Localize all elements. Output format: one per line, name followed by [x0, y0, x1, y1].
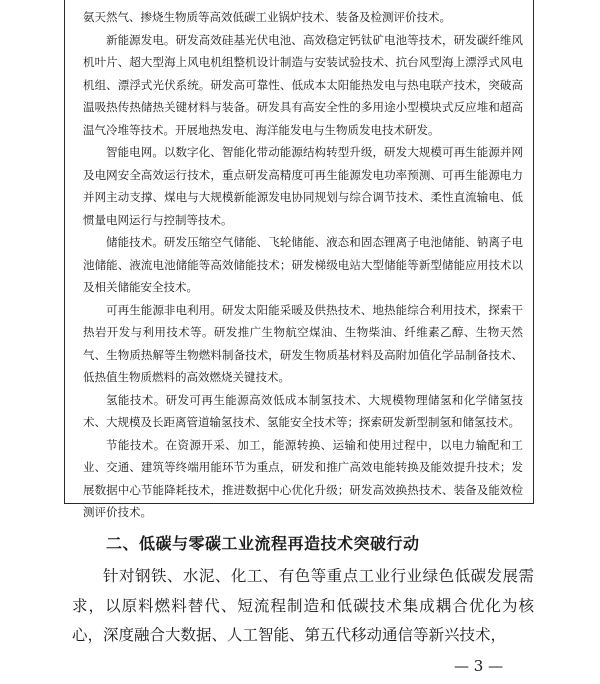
box-paragraph-hydrogen: 氢能技术。研发可再生能源高效低成本制氢技术、大规模物理储氢和化学储氢技术、大规模及长距离管道输氢技术、氢能安全技术等；探索研发新型制氢和储氢技术。	[83, 392, 523, 429]
box-paragraph-energy-saving: 节能技术。在资源开采、加工，能源转换、运输和使用过程中，以电力输配和工业、交通、建筑等终端用能环节为重点，研发和推广高效电能转换及能效提升技术；发展数据中心节能降耗技术，推进数据中心优化升级；研发高效换热技术、装备及能效检测评价技术。	[83, 437, 523, 519]
box-paragraph-new-energy-power: 新能源发电。研发高效硅基光伏电池、高效稳定钙钛矿电池等技术，研发碳纤维风机叶片、超大型海上风电机组整机设计制造与安装试验技术、抗台风型海上漂浮式风电机组、漂浮式光伏系统。研发高可靠性、低成本太阳能热发电与热电联产技术，突破高温吸热传热储热关键材料与装备。研发具有高安全性的多用途小型模块式反应堆和超高温气冷堆等技术。开展地热发电、海洋能发电与生物质发电技术研发。	[83, 32, 523, 137]
box-paragraph-smart-grid: 智能电网。以数字化、智能化带动能源结构转型升级，研发大规模可再生能源并网及电网安全高效运行技术，重点研发高精度可再生能源发电功率预测、可再生能源电力并网主动支撑、煤电与大规模新能源发电协同规划与综合调节技术、柔性直流输电、低惯量电网运行与控制等技术。	[83, 145, 523, 227]
box-paragraph-energy-storage: 储能技术。研发压缩空气储能、飞轮储能、液态和固态锂离子电池储能、钠离子电池储能、液流电池储能等高效储能技术；研发梯级电站大型储能等新型储能应用技术以及相关储能安全技术。	[83, 235, 523, 294]
page-number: — 3 —	[454, 657, 504, 675]
body-paragraph: 针对钢铁、水泥、化工、有色等重点工业行业绿色低碳发展需求，以原料燃料替代、短流程制造和低碳技术集成耦合优化为核心，深度融合大数据、人工智能、第五代移动通信等新兴技术，	[72, 567, 534, 644]
tech-list-box	[64, 0, 534, 519]
section-heading: 二、低碳与零碳工业流程再造技术突破行动	[106, 534, 420, 553]
box-paragraph-renewable-non-power: 可再生能源非电利用。研发太阳能采暖及供热技术、地热能综合利用技术，探索干热岩开发与利用技术等。研发推广生物航空煤油、生物柴油、纤维素乙醇、生物天然气、生物质热解等生物燃料制备技术，研发生物质基材料及高附加值化学品制备技术、低热值生物质燃料的高效燃烧关键技术。	[83, 302, 523, 384]
box-paragraph-continued: 氨天然气、掺烧生物质等高效低碳工业锅炉技术、装备及检测评价技术。	[83, 10, 451, 24]
